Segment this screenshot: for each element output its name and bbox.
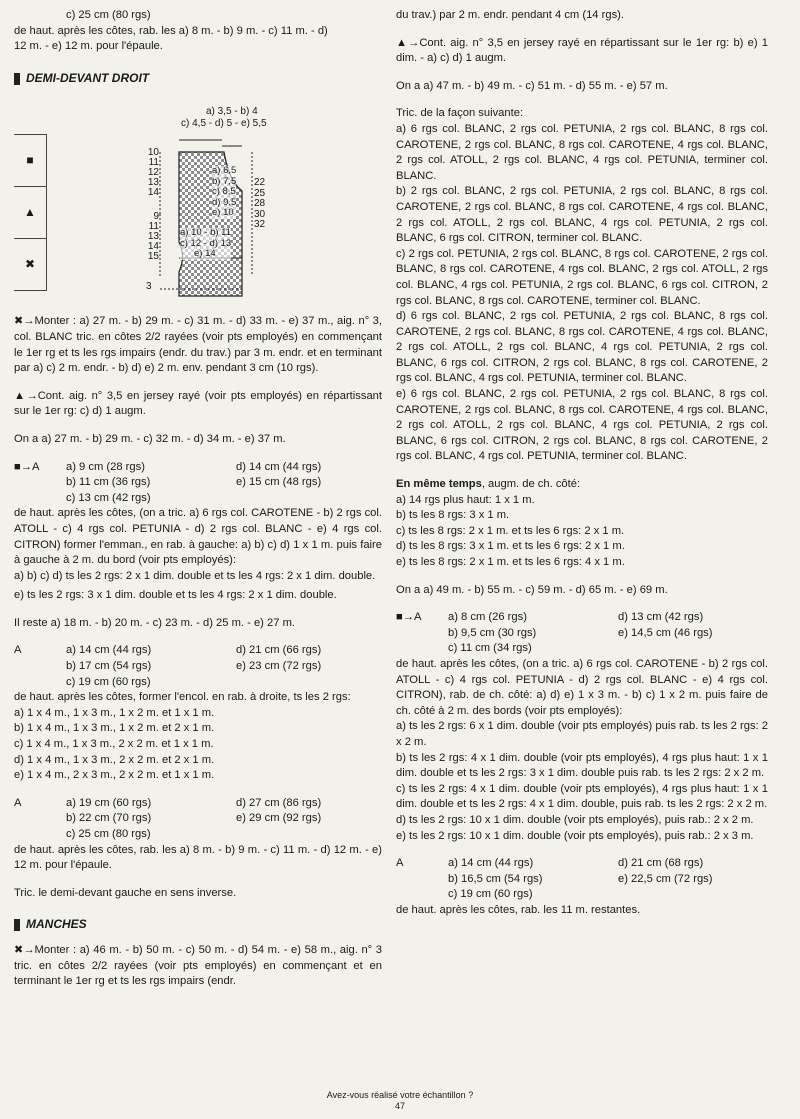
list-item: b) ts les 8 rgs: 3 x 1 m.	[396, 509, 510, 522]
text-line: de haut. après les côtes, rab. les a) 8 m. - b) 9 m. - c) 11 m. - d)	[14, 24, 328, 37]
paragraph: de haut. après les côtes, rab. les a) 8 m. - b) 9 m. - c) 11 m. - d) 12 m. - e) 12 m. pour l'épaule.	[14, 843, 382, 872]
width-dimension-labels: a) 10 - b) 11 c) 12 - d) 13 e) 14	[180, 227, 232, 260]
size-table: ■→A a) 8 cm (26 rgs) d) 13 cm (42 rgs) b) 9,5 cm (30 rgs) e) 14,5 cm (46 rgs) c) 11 cm (34 rgs)	[396, 611, 713, 655]
paragraph: de haut. après les côtes, (on a tric. a) 6 rgs col. CAROTENE - b) 2 rgs col. ATOLL - c) 4 rgs col. PETUNIA - d) 2 rgs col. BLANC - e) 4 rgs col. CITRON), rab. de ch. côté: a) d) e) 1 x 3 m. - b) c) 1 x 2 m. puis faire de ch. côté à 2 m. des bords (voir pts employés):	[396, 657, 768, 717]
paragraph: de haut. après les côtes, rab. les 11 m. restantes.	[396, 903, 641, 916]
page-number: 47	[394, 1101, 405, 1111]
paragraph: Il reste a) 18 m. - b) 20 m. - c) 23 m. - d) 25 m. - e) 27 m.	[14, 616, 295, 629]
text-line: 12 m. - e) 12 m. pour l'épaule.	[14, 40, 163, 53]
paragraph: ▲→Cont. aig. n° 3,5 en jersey rayé (voir pts employés) en répartissant sur le 1er rg: c) d) 1 augm.	[14, 389, 382, 418]
paragraph: b) ts les 2 rgs: 4 x 1 dim. double (voir pts employés), 4 rgs plus haut: 1 x 1 dim. double et ts les 2 rgs: 3 x 1 dim. double puis rab. ts les 2 rgs: 2 x 2 m.	[396, 751, 768, 780]
diagram-top-labels: a) 3,5 - b) 4 c) 4,5 - d) 5 - e) 5,5	[181, 106, 267, 130]
paragraph: On a a) 47 m. - b) 49 m. - c) 51 m. - d) 55 m. - e) 57 m.	[396, 79, 668, 92]
paragraph: ✖→Monter : a) 27 m. - b) 29 m. - c) 31 m. - d) 33 m. - e) 37 m., aig. n° 3, col. BLANC tric. en côtes 2/2 rayées (voir pts employés) en commençant le 1er rg et ts les rgs impairs (endr. du trav.) par 3 m. endr. et en terminant par a) c) 2 m. endr. - b) d) e) 2 m. env. pendant 3 cm (10 rgs).	[14, 315, 382, 375]
right-dimension-labels: 22 25 28 30 32	[254, 177, 266, 231]
paragraph: a) ts les 2 rgs: 6 x 1 dim. double (voir pts employés) puis rab. ts les 2 rgs: 2 x 2 m.	[396, 720, 768, 748]
right-column	[396, 8, 768, 918]
inner-dimension-labels: a) 6,5 b) 7,5 c) 8,5 d) 9,5 e) 10	[212, 165, 237, 219]
paragraph: a) b) c) d) ts les 2 rgs: 2 x 1 dim. double et ts les 4 rgs: 2 x 1 dim. double.	[14, 569, 376, 582]
footer-question: Avez-vous réalisé votre échantillon ?	[326, 1090, 474, 1100]
paragraph: On a a) 49 m. - b) 55 m. - c) 59 m. - d) 65 m. - e) 69 m.	[396, 583, 668, 596]
schematic-diagram	[14, 96, 382, 314]
stripe-sequence: b) 2 rgs col. BLANC, 2 rgs col. PETUNIA, 2 rgs col. BLANC, 8 rgs col. CAROTENE, 2 rgs col. BLANC, 8 rgs col. CAROTENE, 4 rgs col. BLANC, 2 rgs col. ATOLL, 2 rgs col. BLANC, 4 rgs col. PETUNIA, 2 rgs col. BLANC, 6 rgs col. CITRON, terminer col. BLANC.	[396, 185, 768, 245]
size-table: A a) 14 cm (44 rgs) d) 21 cm (66 rgs) b) 17 cm (54 rgs) e) 23 cm (72 rgs) c) 19 cm (60 rgs)	[14, 644, 322, 688]
paragraph: c) ts les 2 rgs: 4 x 1 dim. double (voir pts employés), 4 rgs plus haut: 1 x 1 dim. double et ts les 2 rgs: 4 x 1 dim. double, puis rab. ts les 2 rgs: 2 x 2 m.	[396, 782, 768, 811]
list-item: d) 1 x 4 m., 1 x 3 m., 2 x 2 m. et 2 x 1 m.	[14, 753, 215, 766]
paragraph: Tric. le demi-devant gauche en sens inverse.	[14, 886, 237, 899]
list-item: a) 14 rgs plus haut: 1 x 1 m.	[396, 493, 535, 506]
left-column	[14, 8, 382, 990]
list-item: b) 1 x 4 m., 1 x 3 m., 1 x 2 m. et 2 x 1 m.	[14, 722, 215, 735]
legend-triangle-icon: ▲	[14, 187, 46, 239]
stripe-sequence: e) 6 rgs col. BLANC, 2 rgs col. PETUNIA, 2 rgs col. BLANC, 8 rgs col. CAROTENE, 2 rgs col. BLANC, 8 rgs col. CAROTENE, 4 rgs col. BLANC, 2 rgs col. ATOLL, 2 rgs col. BLANC, 4 rgs col. PETUNIA, 2 rgs col. BLANC, 6 rgs col. CITRON, 2 rgs col. BLANC, 8 rgs col. CAROTENE, 2 rgs col. BLANC, 4 rgs col. PETUNIA, terminer col. BLANC.	[396, 388, 768, 463]
paragraph: En même temps, augm. de ch. côté:	[396, 478, 581, 491]
bottom-dimension-label: 3	[146, 281, 152, 293]
list-item: e) 1 x 4 m., 2 x 3 m., 2 x 2 m. et 1 x 1 m.	[14, 769, 215, 782]
list-item: a) 1 x 4 m., 1 x 3 m., 1 x 2 m. et 1 x 1 m.	[14, 706, 215, 719]
section-heading-demi-devant: DEMI-DEVANT DROIT	[14, 71, 382, 87]
size-table: A a) 19 cm (60 rgs) d) 27 cm (86 rgs) b) 22 cm (70 rgs) e) 29 cm (92 rgs) c) 25 cm (80 rgs)	[14, 796, 322, 840]
list-item: e) ts les 8 rgs: 2 x 1 m. et ts les 6 rgs: 4 x 1 m.	[396, 556, 625, 568]
paragraph: ▲→Cont. aig. n° 3,5 en jersey rayé en répartissant sur le 1er rg: b) e) 1 dim. - a) c) d) 1 augm.	[396, 36, 768, 65]
paragraph: de haut. après les côtes, (on a tric. a) 6 rgs col. CAROTENE - b) 2 rgs col. ATOLL - c) 4 rgs col. PETUNIA - d) 2 rgs col. BLANC - e) 4 rgs col. CITRON) former l'emman., en rab. à gauche: a) b) c) d) 1 x 1 m. puis faire à gauche à 2 m. du bord (voir pts employés):	[14, 507, 382, 567]
legend-cross-icon: ✖	[14, 239, 46, 291]
paragraph: d) ts les 2 rgs: 10 x 1 dim. double (voir pts employés), puis rab.: 2 x 2 m.	[396, 813, 754, 826]
section-heading-manches: MANCHES	[14, 917, 382, 933]
paragraph: e) ts les 2 rgs: 3 x 1 dim. double et ts les 4 rgs: 2 x 1 dim. double.	[14, 589, 337, 602]
text-line: c) 25 cm (80 rgs)	[66, 9, 151, 21]
paragraph: On a a) 27 m. - b) 29 m. - c) 32 m. - d) 34 m. - e) 37 m.	[14, 432, 286, 445]
size-table: A a) 14 cm (44 rgs) d) 21 cm (68 rgs) b) 16,5 cm (54 rgs) e) 22,5 cm (72 rgs) c) 19 cm (60 rgs)	[396, 857, 713, 901]
stripe-sequence: d) 6 rgs col. BLANC, 2 rgs col. PETUNIA, 2 rgs col. BLANC, 8 rgs col. CAROTENE, 2 rgs col. BLANC, 8 rgs col. CAROTENE, 4 rgs col. BLANC, 2 rgs col. ATOLL, 2 rgs col. BLANC, 4 rgs col. PETUNIA, 2 rgs col. BLANC, 6 rgs col. CITRON, 2 rgs col. BLANC, 8 rgs col. CAROTENE, 2 rgs col. BLANC, 4 rgs col. PETUNIA, terminer col. BLANC.	[396, 310, 768, 385]
paragraph: e) ts les 2 rgs: 10 x 1 dim. double (voir pts employés), puis rab.: 2 x 3 m.	[396, 829, 754, 842]
legend-square-icon: ■	[14, 135, 46, 187]
paragraph: Tric. de la façon suivante:	[396, 107, 524, 120]
stripe-sequence: a) 6 rgs col. BLANC, 2 rgs col. PETUNIA, 2 rgs col. BLANC, 8 rgs col. CAROTENE, 2 rgs col. BLANC, 8 rgs col. CAROTENE, 4 rgs col. BLANC, 2 rgs col. ATOLL, 2 rgs col. BLANC, 4 rgs col. PETUNIA, terminer col. BLANC.	[396, 122, 768, 182]
heading-bar-icon	[14, 73, 20, 85]
size-table: ■→A a) 9 cm (28 rgs) d) 14 cm (44 rgs) b) 11 cm (36 rgs) e) 15 cm (48 rgs) c) 13 cm (42 rgs)	[14, 460, 322, 504]
stripe-sequence: c) 2 rgs col. PETUNIA, 2 rgs col. BLANC, 8 rgs col. CAROTENE, 2 rgs col. BLANC, 8 rgs col. CAROTENE, 4 rgs col. BLANC, 2 rgs col. ATOLL, 2 rgs col. BLANC, 4 rgs col. PETUNIA, 2 rgs col. BLANC, 6 rgs col. CITRON, 2 rgs col. BLANC, 8 rgs col. CAROTENE, terminer col. BLANC.	[396, 247, 768, 307]
heading-bar-icon	[14, 919, 20, 931]
paragraph: ✖→Monter : a) 46 m. - b) 50 m. - c) 50 m. - d) 54 m. - e) 58 m., aig. n° 3 tric. en côtes 2/2 rayées (voir pts employés) en commençant et en terminant le 1er rg et ts les rgs impairs (endr.	[14, 943, 382, 988]
left-dimension-labels: 10 11 12 13 14 9 11 13 14 15	[147, 147, 159, 263]
list-item: d) ts les 8 rgs: 3 x 1 m. et ts les 6 rgs: 2 x 1 m.	[396, 540, 625, 553]
paragraph: de haut. après les côtes, former l'encol. en rab. à droite, ts les 2 rgs:	[14, 691, 351, 704]
paragraph: du trav.) par 2 m. endr. pendant 4 cm (14 rgs).	[396, 9, 624, 21]
list-item: c) ts les 8 rgs: 2 x 1 m. et ts les 6 rgs: 2 x 1 m.	[396, 524, 625, 537]
list-item: c) 1 x 4 m., 1 x 3 m., 2 x 2 m. et 1 x 1 m.	[14, 738, 214, 751]
